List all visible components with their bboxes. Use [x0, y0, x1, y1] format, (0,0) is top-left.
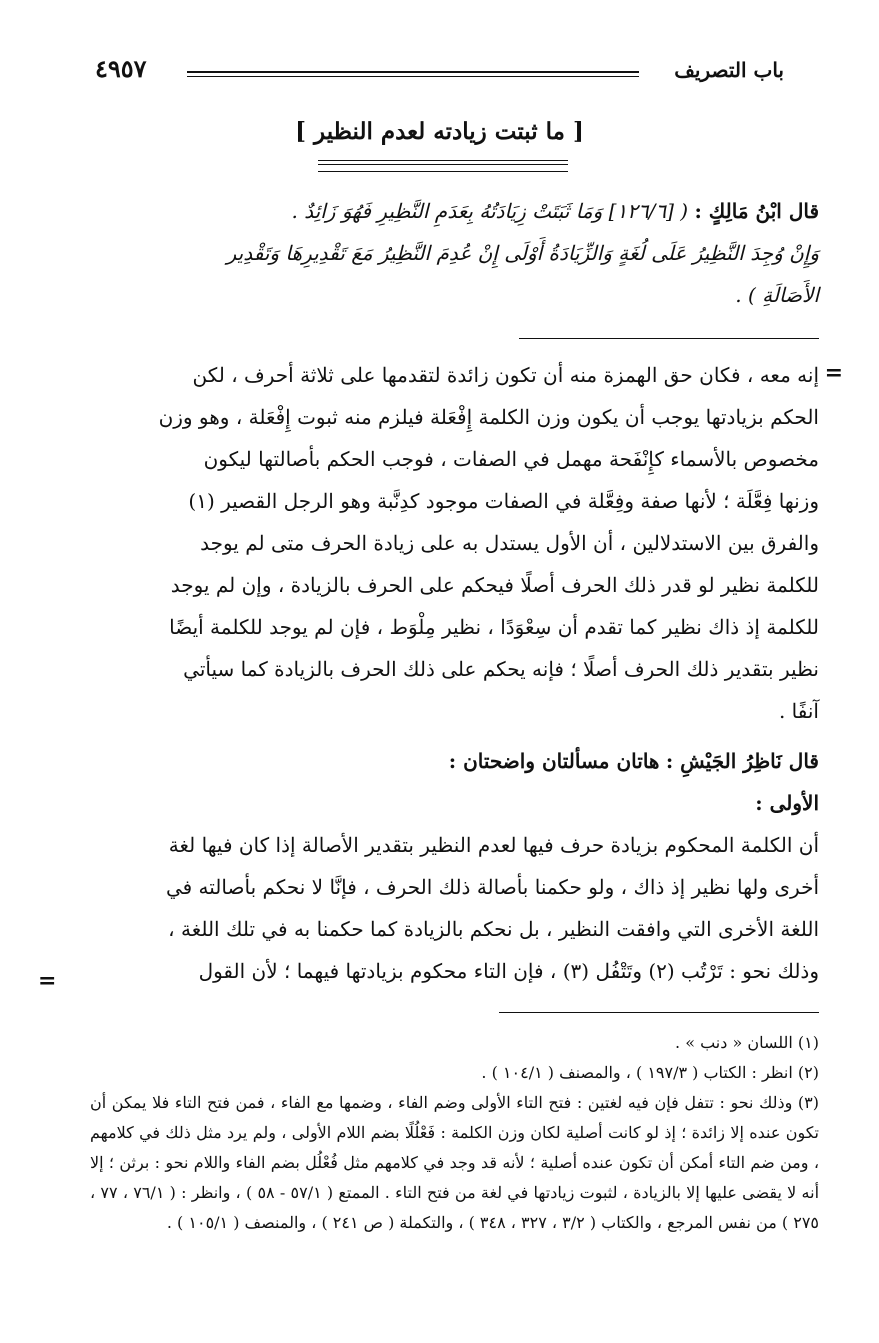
- footnote: (١) اللسان « دنب » .: [675, 1033, 819, 1052]
- quote-line: الأَصَالَةِ ) .: [735, 283, 819, 307]
- subheading-first: الأولى :: [755, 791, 819, 815]
- page-number: ٤٩٥٧: [95, 54, 147, 83]
- continuation-mark-end: =: [38, 968, 57, 994]
- quote-line: [95, 190, 819, 232]
- text-line: [95, 740, 819, 782]
- text-line: نظير بتقدير ذلك الحرف أصلًا ؛ فإنه يحكم على ذلك الحرف بالزيادة كما سيأتي: [183, 657, 819, 681]
- text-line: للكلمة نظير لو قدر ذلك الحرف أصلًا فيحكم على الحرف بالزيادة ، وإن لم يوجد: [170, 573, 819, 597]
- quote-line: وَإِنْ وُجِدَ النَّظِيرُ عَلَى لُغَةٍ وَالزِّيَادَةُ أَوْلَى إِنْ عُدِمَ النَّظِيرُ مَعَ تَقْدِيرِهَا وَتَقْدِير: [226, 241, 819, 265]
- footnote: (٣) وذلك نحو : تتفل فإن فيه لغتين : فتح التاء الأولى وضم الفاء ، وضمها مع الفاء ، فمن فتح التاء فلا يمكن أن تكون عنده إلا زائدة ؛ إذ لو كانت أصلية لكان وزن الكلمة : فَعْلُلًا بضم اللام الأولى ، ولم يرد مثل ذلك في كلامهم ، ومن ضم التاء أمكن أن تكون عنده أصلية ؛ لأنه قد وجد في كلامهم مثل فُعْلُل بضم الفاء واللام نحو : برثن ؛ إلا أنه لا يقضى عليها إلا بالزيادة ، لثبوت زيادتها في لغة من فتح التاء . الممتع ( ٥٧/١ - ٥٨ ) ، وانظر : ( ٧٦/١ ، ٧٧ ، ٢٧٥ ) من نفس المرجع ، والكتاب ( ٣/٢ ، ٣٢٧ ، ٣٤٨ ) ، والتكملة ( ص ٢٤١ ) ، والمنصف ( ١٠٥/١ ) .: [90, 1093, 820, 1232]
- footnote-rule: [499, 1012, 819, 1013]
- text-line: والفرق بين الاستدلالين ، أن الأول يستدل به على زيادة الحرف متى لم يوجد: [200, 531, 819, 555]
- header-rule: [187, 71, 639, 77]
- speaker-nazir: قال نَاظِرُ الجَيْشِ :: [665, 749, 819, 773]
- nazir-paragraph: [95, 740, 819, 992]
- section-title: [ ما ثبتت زيادته لعدم النظير ]: [295, 118, 584, 145]
- speaker-ibn-malik: قال ابْنُ مَالِكٍ :: [694, 199, 819, 223]
- text-line: الحكم بزيادتها يوجب أن يكون وزن الكلمة إِفْعَلة فيلزم منه ثبوت إِفْعَلة ، وهو وزن: [158, 405, 819, 429]
- continuation-mark-start: =: [824, 360, 843, 386]
- text-line: إنه معه ، فكان حق الهمزة منه أن تكون زائدة لتقدمها على ثلاثة أحرف ، لكن: [192, 363, 819, 387]
- text-line: مخصوص بالأسماء كإِنْفَحة مهمل في الصفات ، فوجب الحكم بأصالتها ليكون: [203, 447, 819, 471]
- text-line: آنفًا .: [778, 699, 819, 723]
- text-line: وذلك نحو : تَرْتُب (٢) وتَتْفُل (٣) ، فإن التاء محكوم بزيادتها فيهما ؛ لأن القول: [198, 959, 819, 983]
- text-line: أن الكلمة المحكوم بزيادة حرف فيها لعدم النظير بتقدير الأصالة إذا كان فيها لغة: [168, 833, 819, 857]
- nazir-text: هاتان مسألتان واضحتان :: [448, 749, 660, 773]
- text-line: أخرى ولها نظير إذ ذاك ، ولو حكمنا بأصالة ذلك الحرف ، فإنَّا لا نحكم بأصالته في: [165, 875, 819, 899]
- section-title-underline: [318, 160, 568, 172]
- footnotes: [90, 1028, 819, 1238]
- text-line: للكلمة إذ ذاك نظير كما تقدم أن سِعْوَدًا ، نظير مِلْوَط ، فإن لم يوجد للكلمة أيضًا: [169, 615, 819, 639]
- quote-text: ( [١٢٦/٦] وَمَا ثَبَتَتْ زِيَادَتُهُ بِعَدَمِ النَّظِيرِ فَهُوَ زَائِدٌ .: [291, 199, 689, 223]
- ibn-malik-quote: [95, 190, 819, 316]
- separator-rule: [519, 338, 819, 339]
- chapter-title: باب التصريف: [674, 58, 784, 82]
- text-line: وزنها فِعَّلَة ؛ لأنها صفة وفِعَّلة في الصفات موجود كدِنَّبة وهو الرجل القصير (١): [188, 489, 819, 513]
- text-line: اللغة الأخرى التي وافقت النظير ، بل نحكم بالزيادة كما حكمنا به في تلك اللغة ،: [168, 917, 819, 941]
- running-head: [95, 54, 784, 88]
- continuation-paragraph: [95, 354, 819, 732]
- footnote: (٢) انظر : الكتاب ( ١٩٧/٣ ) ، والمصنف ( ١٠٤/١ ) .: [481, 1063, 819, 1082]
